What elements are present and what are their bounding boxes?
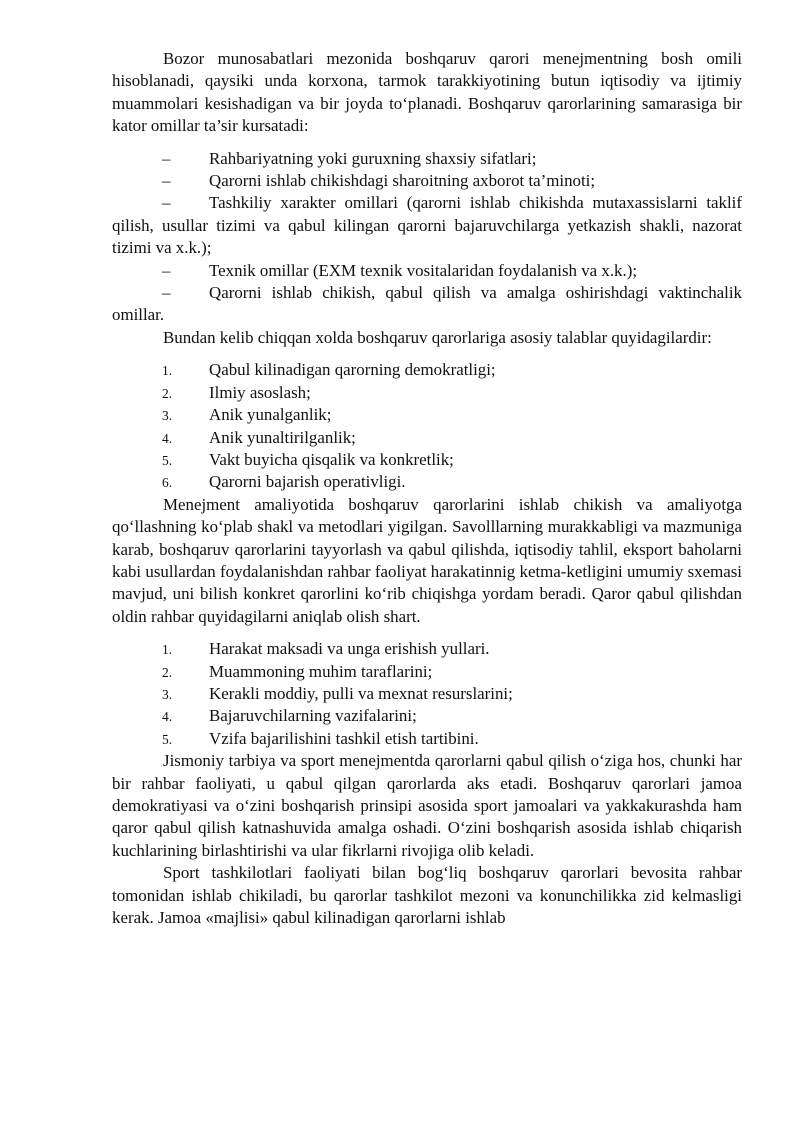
list-item: 1. Harakat maksadi va unga erishish yullari. — [112, 638, 742, 660]
list-item: 5. Vzifa bajarilishini tashkil etish tartibini. — [112, 728, 742, 750]
dash-marker: – — [162, 283, 171, 303]
sport-organizations-paragraph: Sport tashkilotlari faoliyati bilan bog‘liq boshqaruv qarorlari bevosita rahbar tomonidan ishlab chikiladi, bu qarorlar tashkilot mezoni va konunchilikka zid kelmasligi kerak. Jamoa «majlisi» qabul kilinadigan qarorlarni ishlab — [112, 863, 742, 928]
list-item: 1. Qabul kilinadigan qarorning demokratligi; — [112, 359, 742, 381]
requirements-list — [112, 359, 742, 493]
list-number: 5. — [162, 452, 173, 468]
list-number: 5. — [162, 731, 173, 747]
list-number: 1. — [162, 363, 173, 379]
document-page — [112, 48, 742, 929]
intro-paragraph: Bozor munosabatlari mezonida boshqaruv qarori menejmentning bosh omili hisoblanadi, qaysiki unda korxona, tarmok tarakkiyotining butun iqtisodiy va ijtimiy muammolari kesishadigan va bir joyda to‘planadi. Boshqaruv qarorlarining samarasiga bir kator omillar ta’sir kursatadi: — [112, 49, 742, 136]
list-item: 4. Anik yunaltirilganlik; — [112, 427, 742, 449]
list-item: 3. Anik yunalganlik; — [112, 404, 742, 426]
dash-marker: – — [162, 148, 171, 168]
factors-list — [112, 148, 742, 327]
dash-marker: – — [162, 171, 171, 191]
management-practice-paragraph: Menejment amaliyotida boshqaruv qarorlarini ishlab chikish va amaliyotga qo‘llashning ko‘plab shakl va metodlari yigilgan. Savolllarning murakkabligi va mazmuniga karab, boshqaruv qarorlarini tayyorlash va qabul qilishda, iqtisodiy tahlil, eksport baholarni kabi usullardan foydalanishdan rahbar faoliyat harakatinnig ketma-ketligini umumiy sxemasi mavjud, uni bilish konkret qarorlini ko‘rib chiqishga yordam beradi. Qaror qabul qilishdan oldin rahbar quyidagilarni aniqlab olish shart. — [112, 494, 742, 626]
list-number: 4. — [162, 430, 173, 446]
list-item: – Tashkiliy xarakter omillari (qarorni ishlab chikishda mutaxassislarni taklif qilish, usullar tizimi va qabul kilingan qarorni bajaruvchilarga yetkazish shakli, nazorat tizimi va x.k.); — [112, 193, 742, 258]
list-item: 2. Muammoning muhim taraflarini; — [112, 661, 742, 683]
preparation-list — [112, 638, 742, 750]
list-item: 2. Ilmiy asoslash; — [112, 382, 742, 404]
list-number: 2. — [162, 664, 173, 680]
requirements-intro-paragraph: Bundan kelib chiqqan xolda boshqaruv qarorlariga asosiy talablar quyidagilardir: — [163, 327, 712, 347]
list-number: 1. — [162, 642, 173, 658]
list-number: 3. — [162, 408, 173, 424]
list-item: 6. Qarorni bajarish operativligi. — [112, 471, 742, 493]
sport-management-paragraph: Jismoniy tarbiya va sport menejmentda qarorlarni qabul qilish o‘ziga hos, chunki har bir rahbar faoliyati, u qabul qilgan qarorlarda aks etadi. Boshqaruv qarorlari jamoa demokratiyasi va o‘zini boshqarish prinsipi asosida sport jamoalari va yakkakurashda ham qaror qabul qilish katnashuvida amalga oshadi. O‘zini boshqarish asosida ishlab chiqarish kuchlarining birlashtirishi va ular fikrlarni rivojiga olib keladi. — [112, 751, 742, 860]
dash-marker: – — [162, 260, 171, 280]
list-number: 4. — [162, 709, 173, 725]
list-item: – Texnik omillar (EXM texnik vositalaridan foydalanish va x.k.); — [112, 260, 742, 282]
list-number: 3. — [162, 686, 173, 702]
list-item: – Qarorni ishlab chikishdagi sharoitning axborot ta’minoti; — [112, 170, 742, 192]
list-item: 5. Vakt buyicha qisqalik va konkretlik; — [112, 449, 742, 471]
list-number: 6. — [162, 475, 173, 491]
list-item: – Rahbariyatning yoki guruxning shaxsiy sifatlari; — [112, 148, 742, 170]
list-item: 3. Kerakli moddiy, pulli va mexnat resurslarini; — [112, 683, 742, 705]
dash-marker: – — [162, 193, 171, 213]
list-item: – Qarorni ishlab chikish, qabul qilish va amalga oshirishdagi vaktinchalik omillar. — [112, 283, 742, 325]
list-item: 4. Bajaruvchilarning vazifalarini; — [112, 705, 742, 727]
list-number: 2. — [162, 385, 173, 401]
